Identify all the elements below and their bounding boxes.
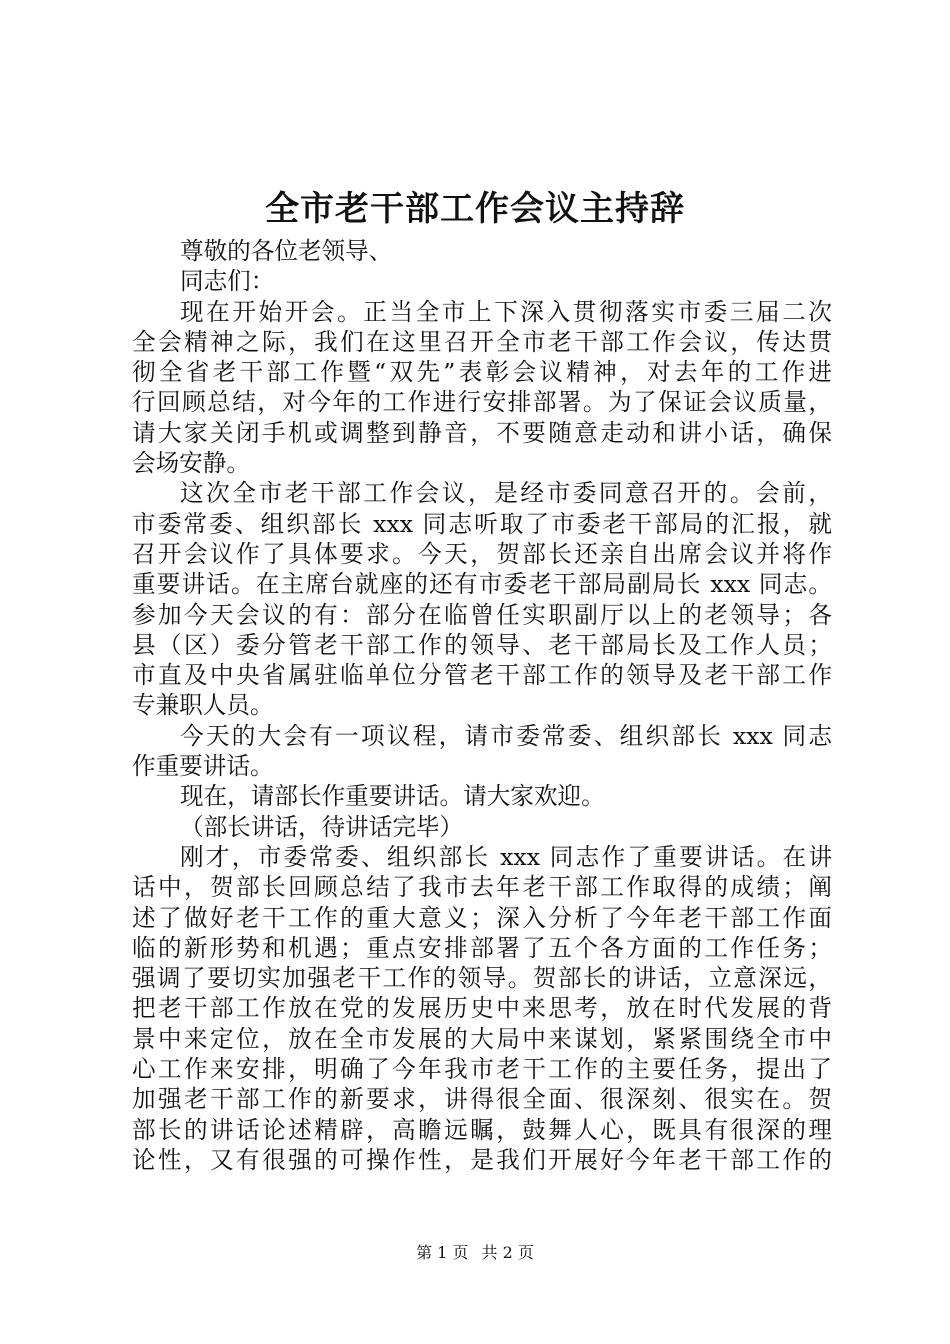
document-body xyxy=(132,236,832,1175)
body-line: 请大家关闭手机或调整到静音，不要随意走动和讲小话，确保 xyxy=(132,418,832,447)
page-number: 第 1 页 xyxy=(416,1243,469,1262)
document-title: 全市老干部工作会议主持辞 xyxy=(265,189,685,229)
body-line: 现在，请部长作重要讲话。请大家欢迎。 xyxy=(180,782,605,811)
body-line: 话中，贺部长回顾总结了我市去年老干部工作取得的成绩；阐 xyxy=(132,873,832,902)
body-line: 述了做好老干工作的重大意义；深入分析了今年老干部工作面 xyxy=(132,903,832,932)
body-line: 重要讲话。在主席台就座的还有市委老干部局副局长 xxx 同志。 xyxy=(132,570,832,599)
body-line: 景中来定位，放在全市发展的大局中来谋划，紧紧围绕全市中 xyxy=(132,1024,832,1053)
body-line: 加强老干部工作的新要求，讲得很全面、很深刻、很实在。贺 xyxy=(132,1085,832,1114)
body-line: 刚才，市委常委、组织部长 xxx 同志作了重要讲话。在讲 xyxy=(180,842,832,871)
body-line: 现在开始开会。正当全市上下深入贯彻落实市委三届二次 xyxy=(180,297,832,326)
body-line: 行回顾总结，对今年的工作进行安排部署。为了保证会议质量， xyxy=(132,388,832,417)
body-line: 论性，又有很强的可操作性，是我们开展好今年老干部工作的 xyxy=(132,1145,832,1174)
body-line: 市委常委、组织部长 xxx 同志听取了市委老干部局的汇报，就 xyxy=(132,509,832,538)
body-line: 参加今天会议的有：部分在临曾任实职副厅以上的老领导；各 xyxy=(132,600,832,629)
page-total: 共 2 页 xyxy=(481,1243,534,1262)
body-line: （部长讲话，待讲话完毕） xyxy=(180,812,464,841)
body-line: 今天的大会有一项议程，请市委常委、组织部长 xxx 同志 xyxy=(180,721,832,750)
body-line: 市直及中央省属驻临单位分管老干部工作的领导及老干部工作 xyxy=(132,661,832,690)
body-line: 同志们： xyxy=(180,267,275,296)
body-line: 临的新形势和机遇；重点安排部署了五个各方面的工作任务； xyxy=(132,933,832,962)
body-line: 专兼职人员。 xyxy=(132,691,274,720)
body-line: 把老干部工作放在党的发展历史中来思考，放在时代发展的背 xyxy=(132,994,832,1023)
body-line: 作重要讲话。 xyxy=(132,752,274,781)
body-line: 心工作来安排，明确了今年我市老干工作的主要任务，提出了 xyxy=(132,1055,832,1084)
body-line: 这次全市老干部工作会议，是经市委同意召开的。会前， xyxy=(180,479,832,508)
body-line: 强调了要切实加强老干工作的领导。贺部长的讲话，立意深远， xyxy=(132,964,832,993)
body-line: 县（区）委分管老干部工作的领导、老干部局长及工作人员； xyxy=(132,630,832,659)
body-line: 尊敬的各位老领导、 xyxy=(180,237,393,265)
body-line: 部长的讲话论述精辟，高瞻远瞩，鼓舞人心，既具有很深的理 xyxy=(132,1115,832,1144)
body-line: 会场安静。 xyxy=(132,449,250,478)
page-footer xyxy=(0,1242,950,1264)
body-line: 召开会议作了具体要求。今天，贺部长还亲自出席会议并将作 xyxy=(132,539,832,568)
body-line: 全会精神之际，我们在这里召开全市老干部工作会议，传达贯 xyxy=(132,327,832,356)
body-line: 彻全省老干部工作暨“双先”表彰会议精神，对去年的工作进 xyxy=(132,358,832,387)
